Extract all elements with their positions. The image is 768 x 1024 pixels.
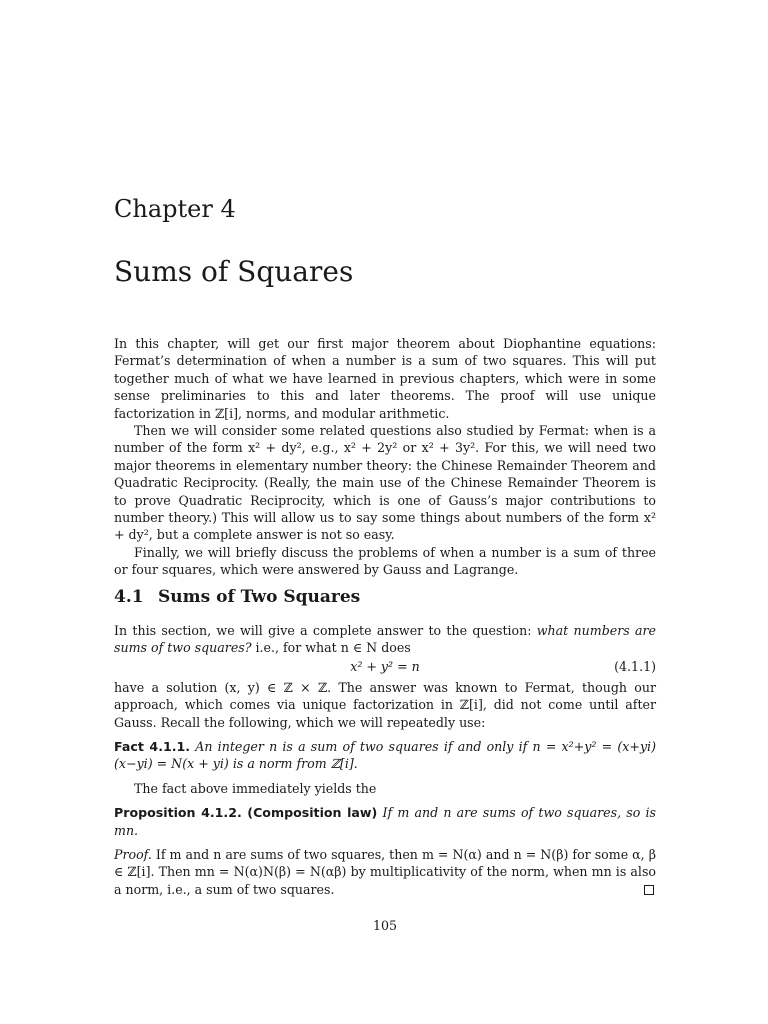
section-lead (114, 622, 656, 657)
equation-number: (4.1.1) (614, 658, 656, 674)
qed-square-icon (644, 885, 654, 895)
display-equation (114, 658, 656, 678)
section-body (114, 622, 656, 898)
fact-label: Fact 4.1.1. (114, 739, 191, 755)
proof (114, 846, 656, 898)
fact-follow-text: The fact above immediately yields the (134, 780, 377, 796)
fact-statement: An integer n is a sum of two squares if and only if n = x²+y² = (x+yi)(x−yi) = N(x + yi) is a norm from ℤ[i]. (114, 739, 656, 772)
section-number: 4.1 (114, 587, 144, 607)
page-number: 105 (372, 918, 398, 933)
intro-paragraph-2: Then we will consider some related questions also studied by Fermat: when is a number of the form x² + dy², e.g., x² + 2y² or x² + 3y². For this, we will need two major theorems in elementary number theory: the Chinese Remainder Theorem and Quadratic Reciprocity. (Really, the main use of the Chinese Remainder Theorem is to prove Quadratic Reciprocity, which is one of Gauss’s major contributions to number theory.) This will allow us to say some things about numbers of the form x² + dy², but a complete answer is not so easy. (114, 423, 656, 543)
lead-text-continued: i.e., for what n ∈ N does (251, 640, 411, 656)
proof-label: Proof. (114, 847, 152, 863)
chapter-intro (114, 335, 656, 579)
proof-text: If m and n are sums of two squares, then m = N(α) and n = N(β) for some α, β ∈ ℤ[i]. Then mn = N(α)N(β) = N(αβ) by multiplicativity of the norm, when mn is also a norm, i.e., a sum of two squares. (114, 847, 656, 897)
section-heading (114, 586, 360, 608)
chapter-label: Chapter 4 (114, 195, 236, 223)
section-title: Sums of Two Squares (158, 587, 361, 607)
intro-paragraph-1: In this chapter, will get our first major theorem about Diophantine equations: Fermat’s determination of when a number is a sum of two squares. This will put together much of what we have learned in previous chapters, which were in some sense preliminaries to this and later theorems. The proof will use unique factorization in ℤ[i], norms, and modular arithmetic. (114, 336, 656, 421)
proposition-label: Proposition 4.1.2. (Composition law) (114, 805, 378, 821)
proposition-4-1-2 (114, 804, 656, 839)
lead-text: In this section, we will give a complete answer to the question: (114, 623, 537, 638)
proposition-statement: If m and n are sums of two squares, so is mn. (114, 805, 656, 838)
after-equation-text: have a solution (x, y) ∈ ℤ × ℤ. The answer was known to Fermat, though our approach, which comes via unique factorization in ℤ[i], did not come until after Gauss. Recall the following, which we will repeatedly use: (114, 679, 656, 730)
fact-4-1-1 (114, 738, 656, 773)
equation: x² + y² = n (350, 658, 420, 674)
lead-question: what numbers are sums of two squares? (114, 623, 656, 656)
chapter-title: Sums of Squares (114, 255, 354, 288)
intro-paragraph-3: Finally, we will briefly discuss the problems of when a number is a sum of three or four squares, which were answered by Gauss and Lagrange. (114, 544, 656, 578)
